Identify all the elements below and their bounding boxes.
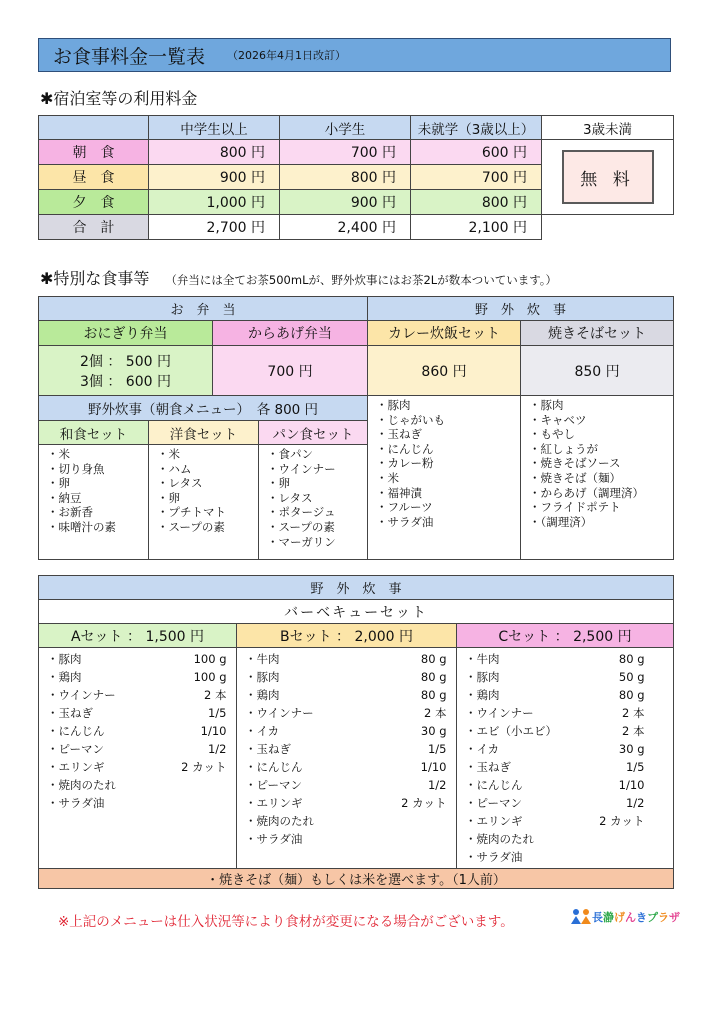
logo-char: 長	[592, 911, 603, 924]
list-item: ・ 豚肉	[529, 398, 673, 413]
bbq-item	[465, 704, 673, 722]
yakisoba-label: 焼きそばセット	[521, 321, 674, 346]
bbq-item-name: ・ エビ（小エビ）	[476, 724, 557, 738]
list-item: ・ じゃがいも	[376, 413, 520, 428]
bbq-item-name: ・ にんじん	[256, 760, 303, 774]
bbq-item	[465, 740, 673, 758]
bbq-item-qty: 80 g	[420, 652, 447, 666]
pan-list	[259, 445, 367, 551]
logo-char: げ	[614, 911, 625, 924]
list-item: ・ プチトマト	[157, 505, 258, 520]
logo-text	[592, 909, 680, 925]
bbq-item-qty: 80 g	[618, 688, 645, 702]
price-cell: 800 円	[280, 165, 411, 190]
curry-label: カレー炊飯セット	[368, 321, 521, 346]
bbq-item	[47, 686, 236, 704]
bbq-item	[465, 812, 673, 830]
price-cell: 600 円	[411, 140, 542, 165]
bbq-item	[245, 668, 456, 686]
bbq-item-name: ・ 焼肉のたれ	[256, 814, 314, 828]
bbq-item-name: ・ イカ	[256, 724, 280, 738]
bento-header: お 弁 当	[39, 297, 368, 321]
lodging-table	[38, 115, 674, 240]
bbq-item-name: ・ エリンギ	[58, 760, 105, 774]
price-cell: 800 円	[411, 190, 542, 215]
bbq-item	[245, 758, 456, 776]
list-item: ・ 米	[47, 447, 148, 462]
price-cell: 2,400 円	[280, 215, 411, 240]
col-preschool: 未就学（3歳以上）	[411, 116, 542, 140]
bbq-item-qty: 2 本	[204, 688, 227, 702]
bbq-item-qty: 1/10	[420, 760, 447, 774]
list-item: ・ 卵	[267, 476, 367, 491]
bbq-item-name: ・ 焼肉のたれ	[476, 832, 534, 846]
list-item: ・ スープの素	[267, 520, 367, 535]
price-cell: 700 円	[411, 165, 542, 190]
special-heading-wrap	[40, 266, 557, 289]
yakisoba-list	[521, 396, 673, 531]
bbq-item	[465, 758, 673, 776]
title-bar	[38, 38, 671, 72]
logo-char: き	[636, 911, 647, 924]
list-item: ・ 玉ねぎ	[376, 427, 520, 442]
row-lunch: 昼 食	[39, 165, 149, 190]
bbq-item	[47, 704, 236, 722]
logo-char: 瀞	[603, 911, 614, 924]
special-heading: ✱特別な食事等	[40, 269, 150, 288]
onigiri-price-2: 2個 ： 500 円	[80, 353, 171, 370]
bbq-item-name: ・ 牛肉	[476, 652, 500, 666]
yo-list	[149, 445, 258, 537]
disclaimer: ※上記のメニューは仕入状況等により食材が変更になる場合がございます。	[58, 914, 514, 930]
bbq-item	[465, 830, 673, 848]
list-item: ・ もやし	[529, 427, 673, 442]
bbq-item-qty	[583, 830, 645, 848]
bbq-item-name: ・ ウインナー	[476, 706, 534, 720]
bbq-item-qty	[397, 830, 447, 848]
bbq-item-qty: 2 カット	[599, 814, 645, 828]
bbq-item-name: ・ ピーマン	[58, 742, 105, 756]
bbq-item-qty: 1/10	[618, 778, 645, 792]
list-item: ・ マーガリン	[267, 535, 367, 550]
list-item: ・ にんじん	[376, 442, 520, 457]
bbq-item-qty: 2 カット	[401, 796, 447, 810]
list-item: ・ 焼きそば（麺）	[529, 471, 673, 486]
bbq-item-name: ・ 鶏肉	[476, 688, 500, 702]
col-under3: 3歳未満	[542, 116, 674, 140]
yo-items	[149, 445, 259, 560]
bbq-item-name: ・ イカ	[476, 742, 500, 756]
onigiri-label: おにぎり弁当	[39, 321, 213, 346]
bbq-item	[245, 812, 456, 830]
price-cell: 900 円	[280, 190, 411, 215]
bbq-item-qty: 30 g	[618, 742, 645, 756]
bbq-item-name: ・ 玉ねぎ	[256, 742, 291, 756]
bbq-item-name: ・ ピーマン	[476, 796, 523, 810]
bbq-item-name: ・ エリンギ	[476, 814, 523, 828]
bbq-item-name: ・ サラダ油	[476, 850, 523, 864]
pan-label: パン食セット	[259, 421, 368, 445]
bbq-item-name: ・ エリンギ	[256, 796, 303, 810]
curry-items	[368, 396, 521, 560]
bbq-item-qty: 80 g	[618, 652, 645, 666]
free-cell	[542, 140, 674, 215]
bbq-item	[47, 668, 236, 686]
bbq-item	[47, 794, 236, 812]
bbq-item-qty: 100 g	[193, 652, 227, 666]
set-c-items	[457, 648, 674, 869]
bbq-item	[465, 686, 673, 704]
bbq-item-name: ・ 鶏肉	[58, 670, 82, 684]
special-note: （弁当には全てお茶500mLが、野外炊事にはお茶2Lが数本ついています。）	[165, 273, 558, 287]
bbq-item-qty	[397, 812, 447, 830]
bbq-item-qty: 2 本	[424, 706, 447, 720]
row-dinner: 夕 食	[39, 190, 149, 215]
logo-char: ザ	[669, 911, 680, 924]
bbq-item	[245, 830, 456, 848]
list-item: ・ レタス	[157, 476, 258, 491]
bbq-item	[245, 704, 456, 722]
price-cell: 800 円	[149, 140, 280, 165]
set-b-label: Bセット ： 2,000 円	[237, 624, 457, 648]
list-item: ・ 福神漬	[376, 486, 520, 501]
bbq-item-name: ・ 玉ねぎ	[476, 760, 511, 774]
bbq-item-qty: 50 g	[618, 670, 645, 684]
wa-label: 和食セット	[39, 421, 149, 445]
curry-price: 860 円	[368, 346, 521, 396]
page-title: お食事料金一覧表	[53, 45, 206, 68]
yo-label: 洋食セット	[149, 421, 259, 445]
list-item: ・ カレー粉	[376, 456, 520, 471]
bbq-item	[47, 722, 236, 740]
outdoor-header: 野 外 炊 事	[368, 297, 674, 321]
set-a-label: Aセット ： 1,500 円	[39, 624, 237, 648]
bbq-item-name: ・ 玉ねぎ	[58, 706, 93, 720]
list-item: ・ レタス	[267, 491, 367, 506]
bbq-item	[245, 776, 456, 794]
wa-list	[39, 445, 148, 537]
list-item: ・ 切り身魚	[47, 462, 148, 477]
bbq-item	[465, 668, 673, 686]
row-total: 合 計	[39, 215, 149, 240]
bbq-item-name: ・ 焼肉のたれ	[58, 778, 116, 792]
bbq-header: 野 外 炊 事	[39, 576, 674, 600]
bbq-item-qty	[583, 848, 645, 866]
bbq-item-qty: 1/2	[625, 796, 645, 810]
price-cell: 1,000 円	[149, 190, 280, 215]
bbq-item-qty: 30 g	[420, 724, 447, 738]
bbq-item-qty	[165, 794, 227, 812]
bbq-item	[47, 758, 236, 776]
bbq-item-name: ・ ウインナー	[58, 688, 116, 702]
facility-logo	[570, 908, 680, 926]
logo-char: ラ	[658, 911, 669, 924]
breakfast-header: 野外炊事（朝食メニュー） 各 800 円	[39, 396, 368, 421]
yakisoba-items	[521, 396, 674, 560]
list-item: ・ スープの素	[157, 520, 258, 535]
list-item: ・ サラダ油	[376, 515, 520, 530]
bbq-item	[245, 740, 456, 758]
bbq-item	[47, 776, 236, 794]
bbq-item-name: ・ 牛肉	[256, 652, 280, 666]
set-b-items	[237, 648, 457, 869]
price-cell: 900 円	[149, 165, 280, 190]
bbq-item	[465, 848, 673, 866]
bbq-item-qty: 1/5	[427, 742, 447, 756]
curry-list	[368, 396, 520, 531]
list-item: ・ 味噌汁の素	[47, 520, 148, 535]
bbq-item-qty: 2 本	[622, 724, 645, 738]
bbq-item-qty: 100 g	[193, 670, 227, 684]
list-item: ・ 米	[376, 471, 520, 486]
set-a-list	[39, 648, 236, 814]
logo-char: プ	[647, 911, 658, 924]
bbq-item-qty: 1/5	[625, 760, 645, 774]
set-c-list	[457, 648, 673, 868]
col-junior-high: 中学生以上	[149, 116, 280, 140]
revision-date: （2026年4月1日改訂）	[227, 49, 347, 62]
bbq-item-qty: 1/2	[427, 778, 447, 792]
bbq-table	[38, 575, 674, 889]
logo-char: ん	[625, 911, 636, 924]
bbq-item-qty: 2 カット	[181, 760, 227, 774]
col-elementary: 小学生	[280, 116, 411, 140]
price-cell: 700 円	[280, 140, 411, 165]
wa-items	[39, 445, 149, 560]
onigiri-price-3: 3個 ： 600 円	[80, 373, 171, 390]
bbq-item-qty: 1/10	[200, 724, 227, 738]
logo-figures-icon	[570, 908, 592, 926]
list-item: ・ 米	[157, 447, 258, 462]
bbq-subheader: バーベキューセット	[39, 600, 674, 624]
bbq-item	[465, 650, 673, 668]
bbq-item-name: ・ サラダ油	[256, 832, 303, 846]
bbq-item	[47, 650, 236, 668]
price-cell: 2,100 円	[411, 215, 542, 240]
bbq-item-qty: 2 本	[622, 706, 645, 720]
bbq-item	[465, 722, 673, 740]
bbq-item-name: ・ ピーマン	[256, 778, 303, 792]
set-c-label: Cセット ： 2,500 円	[457, 624, 674, 648]
special-table	[38, 296, 674, 560]
yakisoba-price: 850 円	[521, 346, 674, 396]
bbq-item-qty: 1/2	[207, 742, 227, 756]
karaage-price: 700 円	[213, 346, 368, 396]
bbq-item-name: ・ にんじん	[58, 724, 105, 738]
list-item: ・ キャベツ	[529, 413, 673, 428]
bbq-item-name: ・ 豚肉	[58, 652, 82, 666]
list-item: ・ 焼きそばソース	[529, 456, 673, 471]
lodging-heading: ✱宿泊室等の利用料金	[40, 89, 198, 108]
pan-items	[259, 445, 368, 560]
set-b-list	[237, 648, 456, 850]
list-item: ・ フルーツ	[376, 500, 520, 515]
bbq-item	[465, 794, 673, 812]
list-item: ・ ハム	[157, 462, 258, 477]
bbq-item	[245, 794, 456, 812]
list-item: ・ 卵	[47, 476, 148, 491]
list-item: ・ お新香	[47, 505, 148, 520]
list-item: ・ 納豆	[47, 491, 148, 506]
bbq-footer: ・焼きそば（麺）もしくは米を選べます。（1人前）	[39, 869, 674, 889]
list-item: ・ 卵	[157, 491, 258, 506]
bbq-item-name: ・ 鶏肉	[256, 688, 280, 702]
bbq-item-qty: 1/5	[207, 706, 227, 720]
bbq-item-name: ・ 豚肉	[256, 670, 280, 684]
bbq-item	[245, 722, 456, 740]
bbq-item	[465, 776, 673, 794]
bbq-item-qty	[165, 776, 227, 794]
bbq-item	[245, 686, 456, 704]
karaage-label: からあげ弁当	[213, 321, 368, 346]
free-badge: 無 料	[562, 150, 654, 204]
list-item: ・ ポタージュ	[267, 505, 367, 520]
row-breakfast: 朝 食	[39, 140, 149, 165]
list-item: ・ （調理済）	[529, 515, 673, 530]
bbq-item	[47, 740, 236, 758]
bbq-item-name: ・ にんじん	[476, 778, 523, 792]
bbq-item-qty: 80 g	[420, 688, 447, 702]
bbq-item-qty: 80 g	[420, 670, 447, 684]
list-item: ・ フライドポテト	[529, 500, 673, 515]
list-item: ・ 紅しょうが	[529, 442, 673, 457]
list-item: ・ からあげ（調理済）	[529, 486, 673, 501]
set-a-items	[39, 648, 237, 869]
onigiri-price	[39, 346, 213, 396]
list-item: ・ 食パン	[267, 447, 367, 462]
list-item: ・ 豚肉	[376, 398, 520, 413]
bbq-item-name: ・ ウインナー	[256, 706, 314, 720]
bbq-item	[245, 650, 456, 668]
bbq-item-name: ・ サラダ油	[58, 796, 105, 810]
price-cell: 2,700 円	[149, 215, 280, 240]
list-item: ・ ウインナー	[267, 462, 367, 477]
bbq-item-name: ・ 豚肉	[476, 670, 500, 684]
